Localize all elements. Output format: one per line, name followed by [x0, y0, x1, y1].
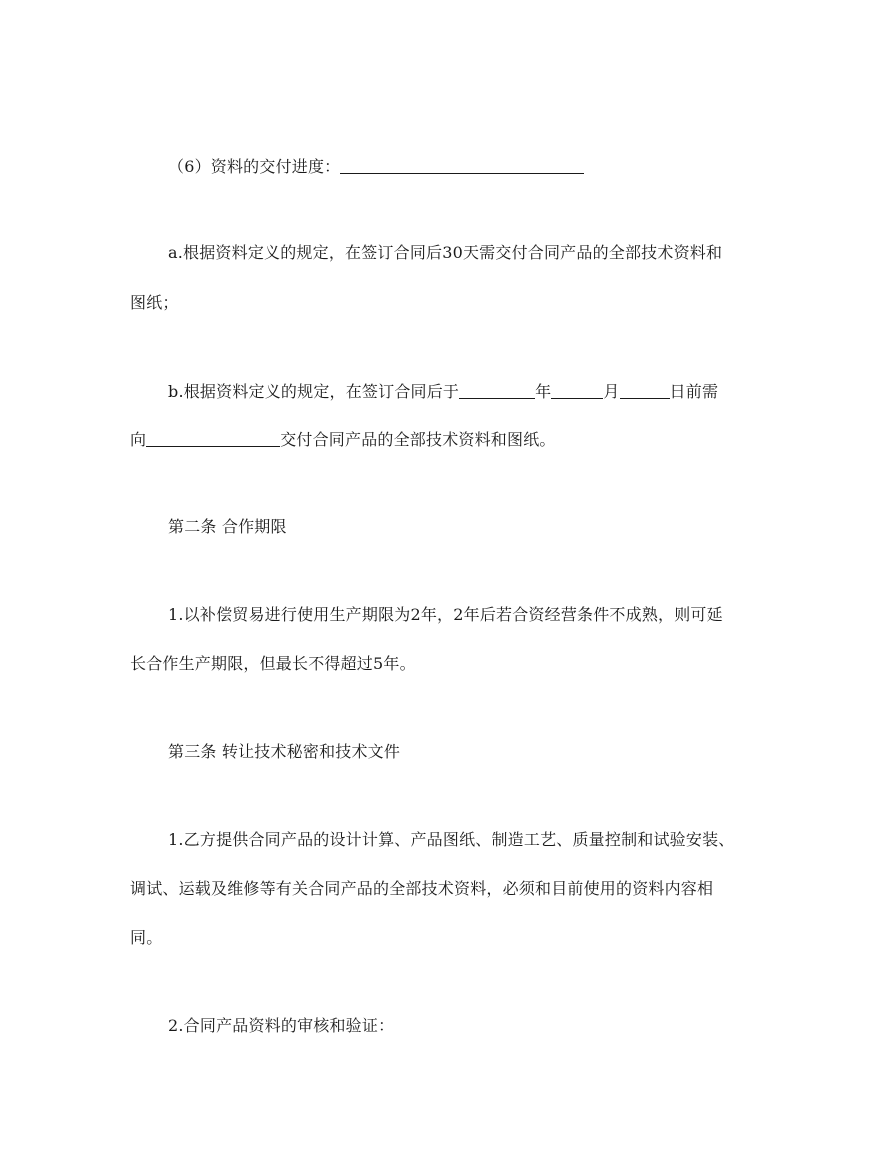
month-label: 月 [603, 382, 620, 401]
paragraph-text: 交付合同产品的全部技术资料和图纸。 [280, 430, 556, 449]
section-heading-article-3: 第三条 转让技术秘密和技术文件 [168, 742, 401, 761]
paragraph-text: b.根据资料定义的规定，在签订合同后于 [168, 382, 460, 401]
paragraph-text: 向 [130, 430, 147, 449]
paragraph-delivery-schedule [168, 155, 584, 178]
paragraph-tech-docs-line-2: 调试、运载及维修等有关合同产品的全部技术资料，必须和目前使用的资料内容相 [130, 879, 714, 898]
paragraph-term-line-2: 长合作生产期限，但最长不得超过5年。 [130, 654, 416, 673]
recipient-blank [146, 430, 280, 447]
paragraph-term-line-1: 1.以补偿贸易进行使用生产期限为2年，2年后若合资经营条件不成熟，则可延 [168, 605, 723, 624]
year-blank [459, 382, 535, 399]
fill-in-blank [340, 157, 584, 174]
paragraph-text: 日前需 [669, 382, 719, 401]
paragraph-a-line-2: 图纸； [130, 293, 179, 312]
paragraph-a-line-1: a.根据资料定义的规定，在签订合同后30天需交付合同产品的全部技术资料和 [168, 243, 723, 262]
year-label: 年 [535, 382, 552, 401]
paragraph-b-line-2 [130, 428, 556, 451]
paragraph-b-line-1 [168, 380, 718, 403]
paragraph-text: （6）资料的交付进度： [168, 157, 341, 176]
paragraph-tech-docs-line-3: 同。 [130, 928, 163, 947]
paragraph-review-verification: 2.合同产品资料的审核和验证： [168, 1016, 395, 1035]
section-heading-article-2: 第二条 合作期限 [168, 517, 287, 536]
day-blank [620, 382, 670, 399]
paragraph-tech-docs-line-1: 1.乙方提供合同产品的设计计算、产品图纸、制造工艺、质量控制和试验安装、 [168, 830, 735, 849]
month-blank [551, 382, 603, 399]
